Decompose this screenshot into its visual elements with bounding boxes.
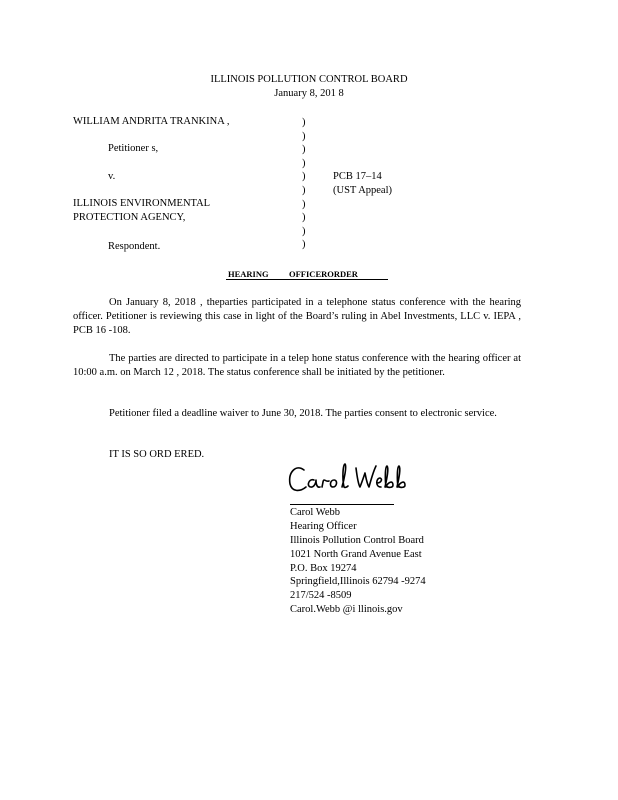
caption-parentheses bbox=[302, 116, 306, 252]
paren: ) bbox=[302, 171, 306, 183]
paren: ) bbox=[302, 198, 306, 210]
paren: ) bbox=[302, 157, 306, 169]
signer-phone: 217/524 -8509 bbox=[290, 590, 352, 601]
order-title-part-1: HEARING bbox=[228, 269, 269, 279]
versus: v. bbox=[108, 171, 116, 182]
signer-po-box: P.O. Box 19274 bbox=[290, 563, 357, 574]
respondent-line-1: ILLINOIS ENVIRONMENTAL bbox=[73, 198, 211, 209]
paren: ) bbox=[302, 184, 306, 196]
respondent-role: Respondent. bbox=[108, 241, 161, 252]
signer-organization: Illinois Pollution Control Board bbox=[290, 535, 424, 546]
paragraph-3: Petitioner filed a deadline waiver to June 30, 2018. The parties consent to electronic service. bbox=[109, 408, 497, 419]
petitioner-role: Petitioner s, bbox=[108, 143, 159, 154]
paragraph-2: The parties are directed to participate in a telep hone status conference with the hearing officer at 10:00 a.m. on March 12 , 2018. The status conference shall be initiated by the petitioner. bbox=[73, 353, 521, 378]
case-number: PCB 17–14 bbox=[333, 171, 382, 182]
order-title-underline bbox=[226, 279, 388, 280]
case-type: (UST Appeal) bbox=[333, 185, 393, 196]
paren: ) bbox=[302, 239, 306, 251]
paren: ) bbox=[302, 130, 306, 142]
paren: ) bbox=[302, 212, 306, 224]
signer-email: Carol.Webb @i llinois.gov bbox=[290, 604, 403, 615]
respondent-line-2: PROTECTION AGENCY, bbox=[73, 212, 186, 223]
order-title-part-2: OFFICERORDER bbox=[289, 269, 358, 279]
closing-line: IT IS SO ORD ERED. bbox=[109, 449, 205, 460]
signer-name: Carol Webb bbox=[290, 507, 340, 518]
handwritten-signature bbox=[286, 460, 416, 502]
signer-street: 1021 North Grand Avenue East bbox=[290, 549, 422, 560]
petitioner-name: WILLIAM ANDRITA TRANKINA , bbox=[73, 116, 230, 127]
paren: ) bbox=[302, 117, 306, 128]
document-date: January 8, 201 8 bbox=[274, 88, 344, 99]
signature-line bbox=[290, 504, 394, 505]
paren: ) bbox=[302, 144, 306, 156]
paren: ) bbox=[302, 225, 306, 237]
paragraph-1: On January 8, 2018 , theparties participated in a telephone status conference with the hearing officer. Petitioner is reviewing this case in light of the Board’s ruling in Abel Investments, LLC v. IEPA , PCB 16 -108. bbox=[73, 297, 521, 336]
agency-name: ILLINOIS POLLUTION CONTROL BOARD bbox=[210, 74, 408, 85]
signer-city: Springfield,Illinois 62794 -9274 bbox=[290, 576, 426, 587]
signer-title: Hearing Officer bbox=[290, 521, 357, 532]
